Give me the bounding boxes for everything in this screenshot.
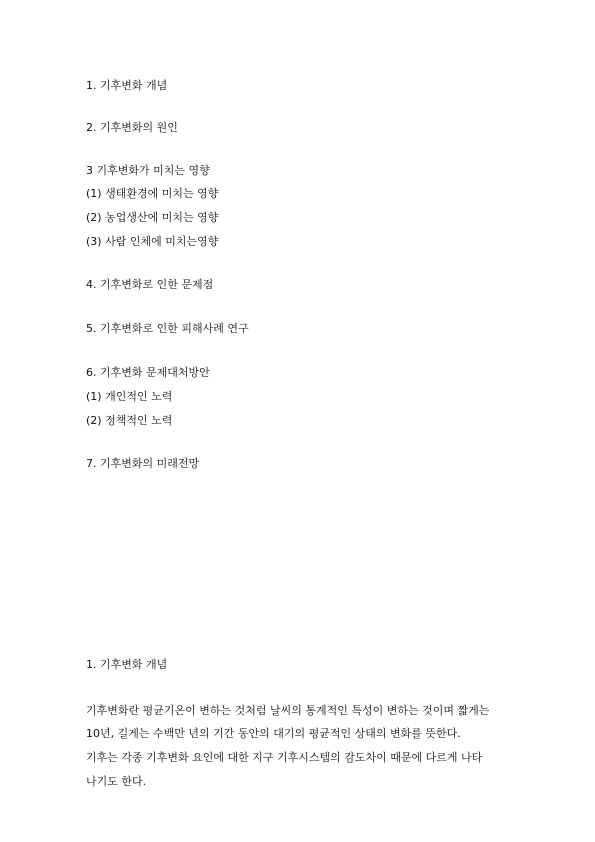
section-1-body-line: 기후는 각종 기후변화 요인에 대한 지구 기후시스템의 감도차이 때문에 다르게 나타 xyxy=(86,751,483,764)
toc-item-3-sub-1: (1) 생태환경에 미치는 영향 xyxy=(86,187,219,200)
toc-item-3-sub-2: (2) 농업생산에 미치는 영향 xyxy=(86,211,219,224)
toc-item-3: 3 기후변화가 미치는 영향 xyxy=(86,164,210,177)
toc-item-6-sub-2: (2) 정책적인 노력 xyxy=(86,414,173,427)
section-1-body-line: 기후변화란 평균기온이 변하는 것처럼 날씨의 통계적인 특성이 변하는 것이며 짧게는 xyxy=(86,704,490,717)
section-1-body-line: 나기도 한다. xyxy=(86,775,147,788)
toc-item-2: 2. 기후변화의 원인 xyxy=(86,121,178,134)
toc-item-6: 6. 기후변화 문제대처방안 xyxy=(86,366,210,379)
toc-item-7: 7. 기후변화의 미래전망 xyxy=(86,457,200,470)
toc-item-6-sub-1: (1) 개인적인 노력 xyxy=(86,390,173,403)
toc-item-1: 1. 기후변화 개념 xyxy=(86,79,168,92)
toc-item-4: 4. 기후변화로 인한 문제점 xyxy=(86,278,214,291)
toc-item-5: 5. 기후변화로 인한 피해사례 연구 xyxy=(86,322,249,335)
toc-item-3-sub-3: (3) 사람 인체에 미치는영향 xyxy=(86,235,219,248)
section-1-heading: 1. 기후변화 개념 xyxy=(86,658,168,671)
section-1-body-line: 10년, 길게는 수백만 년의 기간 동안의 대기의 평균적인 상태의 변화를 뜻한다. xyxy=(86,727,461,740)
